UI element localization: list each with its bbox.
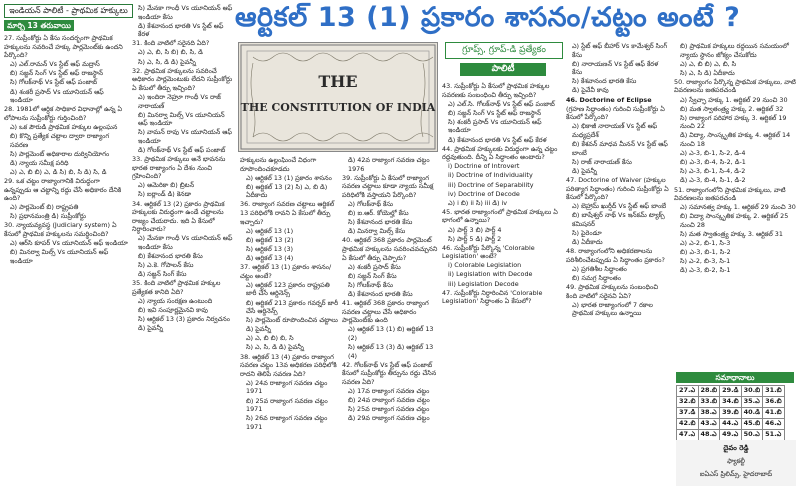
list-item: 38. ఆర్టికల్ 13 (4) ప్రకారం రాజ్యాంగ సవరణ చట్టం 13వ అధికరణ పరిధిలోకి రాదని తెలిపే సవరణ ఏది? [240, 352, 337, 378]
list-item: డి) ఆర్టికల్ 13 (4) [246, 254, 294, 263]
list-item: బి) 24వ రాజ్యాంగ సవరణ చట్టం [348, 396, 430, 405]
list-item: 46. Doctorine of Eclipse [566, 95, 652, 104]
list-item: ఎ) పార్ట్ 3 బి) పార్ట్ 4 [448, 225, 502, 234]
column-4 [342, 156, 438, 486]
list-item: ఎ) ఎ, బి బి) ఎ, డి సి) బి, సి డి) సి, డి [10, 167, 107, 176]
list-item: డి) విద్యా, సాంస్కృతిక హక్కు 4. ఆర్టికల్ 14 నుంచి 18 [680, 131, 791, 149]
column-5 [442, 82, 562, 486]
list-item: సి) ప్రధానమంత్రి డి) సుప్రీంకోర్టు [10, 212, 86, 221]
list-item: బి) సజ్జన్ సింగ్ Vs స్టేట్ ఆఫ్ రాజస్థాన్ [10, 69, 103, 78]
list-item: సి) రాజ్యాంగ పరిహార హక్కు 3. ఆర్టికల్ 19 నుంచి 22 [680, 113, 787, 131]
list-item: సి) కేశవానంద భారతి కేసు [348, 218, 413, 227]
list-item: బి) సజ్జన్ సింగ్ కేసు [348, 271, 397, 280]
list-item: బి) మత స్వాతంత్ర్య హక్కు 2. ఆర్టికల్ 32 [680, 104, 784, 113]
list-item: డి) శంకరీ ప్రసాద్ Vs యూనియన్ ఆఫ్ ఇండియా [10, 87, 104, 105]
list-item: సి) మత స్వాతంత్ర్య హక్కు 3. ఆర్టికల్ 31 [680, 229, 783, 238]
list-item: డి) పైవన్నీ [572, 166, 598, 175]
list-item: డి) కేశవానంద భారతి Vs స్టేట్ ఆఫ్ కేరళ [138, 21, 224, 39]
list-item: సి) వామన్ రావు Vs యూనియన్ ఆఫ్ ఇండియా [138, 128, 232, 145]
list-item: ఎ) సమానత్వ హక్కు 1. ఆర్టికల్ 29 నుంచి 30 [680, 203, 796, 212]
table-row [677, 386, 785, 397]
list-item: డి) మినర్వా మిల్స్ కేసు [348, 227, 406, 236]
list-item: ఎ) ఆర్టికల్ 13 (1) బి) ఆర్టికల్ 13 (2) [348, 325, 434, 342]
date-tag: మార్చి 13 తరువాయి [4, 20, 74, 31]
answer-cell: 36.బి [763, 397, 785, 408]
answers-title: సమాధానాలు [676, 372, 794, 383]
column-7 [674, 42, 796, 370]
list-item: ఎ) ఎ-2, బి-1, సి-3 [680, 239, 731, 248]
list-item: బి) ఆర్టికల్ 213 ప్రకారం గవర్నర్ జారీ చేసే ఆర్డినెన్స్ [246, 298, 339, 316]
list-item: బి) ప్రాథమిక హక్కులు రద్దయిన సమయంలో న్యాయ స్థానం జోక్యం చేసుకోదు [680, 42, 789, 59]
list-item: ఎ) శంకరీ ప్రసాద్ కేసు [348, 262, 401, 271]
list-item: డి) సజ్జన్ సింగ్ కేసు [138, 270, 187, 279]
list-item: ఎ) ఆర్టికల్ 123 ప్రకారం రాష్ట్రపతి జారీ చేసే ఆర్డినెన్స్ [246, 280, 330, 298]
list-item: i) Colorable Legislation [448, 261, 522, 270]
list-item: 47. సుప్రీంకోర్టు నిర్ధారించిన 'Colorable Legislation' సిద్ధాంతం ఏ కేసులో? [442, 288, 543, 306]
list-item: బి) సమగ్ర సిద్ధాంతం [572, 273, 621, 282]
list-item: 40. ఆర్టికల్ 368 ప్రకారం పార్లమెంట్ ప్రాథమిక హక్కులను సవరించవచ్చునని ఏ కేసులో తీర్పు చెప్పారు? [342, 236, 438, 262]
list-item: సి) రాజ్ నారాయణ్ కేసు [572, 157, 632, 166]
list-item: సి) 25వ రాజ్యాంగ సవరణ చట్టం [348, 405, 430, 414]
seal-word-the: THE [318, 72, 358, 91]
answer-cell: 45.బి [741, 419, 763, 430]
answer-cell: 43.ఎ [698, 419, 720, 430]
list-item: 29. ఒక చట్టం రాజ్యాంగానికి విరుద్ధంగా ఉన్నప్పుడు ఆ చట్టాన్ని రద్దు చేసే అధికారం దేనికి ఉంది? [4, 177, 122, 203]
list-item: బి) ఎ-3, బి-4, సి-2, డి-1 [680, 158, 746, 167]
list-item: 48. రాజ్యాంగంలోని అధికరణాలను పరిశీలించేటప్పుడు ఏ సిద్ధాంతం ప్రకారం? [566, 247, 665, 264]
list-item: బి) బాషేశ్వర్ నాథ్ Vs ఇన్‌కమ్ ట్యాక్స్ కమిషనర్ [572, 211, 665, 228]
list-item: ఎ) ఆర్‌సి కూపర్ Vs యూనియన్ ఆఫ్ ఇండియా [10, 239, 128, 248]
list-item: బి) విద్యా సాంస్కృతిక హక్కు 2. ఆర్టికల్ 25 నుంచి 28 [680, 212, 789, 229]
list-item: ఎ) ఎ, బి బి) ఎ, బి, సి [680, 59, 737, 68]
answer-cell: 32.బి [677, 397, 699, 408]
list-item: బి) కేశవానంద భారతి కేసు [138, 252, 203, 261]
page-title: ఆర్టికల్ 13 (1) ప్రకారం శాసనం/చట్టం అంటే ? [235, 2, 741, 33]
list-item: డి) పైవేవీ కావు [572, 86, 609, 95]
list-item: iv) Doctrine of Decode [448, 189, 520, 198]
list-item: 43. సుప్రీంకోర్టు ఏ కేసులో ప్రాథమిక హక్కుల సవరణకు సంబంధించి తీర్పు ఇచ్చింది? [442, 82, 550, 99]
list-item: సి) పార్లమెంట్ అధికారాల దుర్వినియోగం [10, 149, 110, 158]
list-item: ఎ) స్వేచ్ఛా హక్కు 1. ఆర్టికల్ 29 నుంచి 30 [680, 95, 788, 104]
list-item: డి) ఏదీకాదు [572, 238, 603, 247]
constitution-image [238, 42, 438, 152]
list-item: iii) Doctrine of Separability [448, 180, 534, 189]
list-item: సి) గోలక్‌నాథ్ కేసు [348, 280, 393, 289]
answer-cell: 27.ఎ [677, 386, 699, 397]
list-item: 32. ప్రాథమిక హక్కులను సవరించే అధికారం పార్లమెంటుకు లేదని సుప్రీంకోర్టు ఏ కేసులో తీర్పు ఇచ్చింది? [132, 66, 233, 92]
answer-cell: 28.బి [698, 386, 720, 397]
list-item: 42. గోలక్‌నాథ్ Vs స్టేట్ ఆఫ్ పంజాబ్ కేసులో సుప్రీంకోర్టు తీర్పును రద్దు చేసిన సవరణ ఏది? [342, 360, 437, 386]
section-label: ఇండియన్ పాలిటీ - ప్రాథమిక హక్కులు [4, 4, 133, 18]
author-role: ఫ్యాకల్టీ [727, 457, 745, 465]
list-item: హక్కులను ఉల్లంఘించే విధంగా రూపొందించకూడదు [240, 156, 317, 173]
list-item: 30. న్యాయవ్యవస్థ (Judiciary system) ఏ కేసులో ప్రాథమిక హక్కులను సమర్థించింది? [4, 221, 117, 239]
list-item: బి) ఆర్టికల్ 13 (2) [246, 235, 294, 244]
answer-cell: 38.ఎ [698, 408, 720, 419]
answer-cell: 51.ఎ [763, 430, 785, 441]
list-item: సి) కేశవానంద భారతి కేసు [572, 77, 637, 86]
list-item: ఎ) గోలక్‌నాథ్ కేసు [348, 199, 394, 208]
list-item: ఎ) ఎల్.రామన్ Vs స్టేట్ ఆఫ్ మద్రాస్ [10, 60, 100, 69]
list-item: 34. ఆర్టికల్ 13 (2) ప్రకారం ప్రాథమిక హక్కులకు విరుద్ధంగా ఉండే చట్టాలను రాజ్యం చేయరాదు. ఇది ఏ కేసులో నిర్ధారించారు? [132, 199, 225, 234]
answer-cell: 37.డి [677, 408, 699, 419]
list-item: 28. 1981లో ఆర్ధిక సాధికార విధానాల్లో ఉన్న ఏ లోపాలను సుప్రీంకోర్టు గుర్తించింది? [4, 105, 123, 122]
list-item: 50. రాజ్యాంగం పేర్కొన్న ప్రాథమిక హక్కులు, వాటి వివరణలను జతపరచండి [674, 77, 796, 95]
column-1 [4, 34, 128, 486]
list-item: 31. కింది వాటిలో సరైనది ఏది? [132, 39, 210, 48]
answer-cell: 40.డి [741, 408, 763, 419]
list-item: బి) మినర్వా మిల్స్ Vs యూనియన్ ఆఫ్ ఇండియా [138, 110, 225, 128]
list-item: ఎ) ఆర్టికల్ 13 (1) ప్రకారం శాసనం [246, 173, 332, 182]
exam-tag: గ్రూప్స్, గ్రూప్-డి ప్రత్యేకం [445, 42, 563, 59]
list-item: సి) ఎ.కె. గోపాలన్ కేసు [138, 261, 194, 270]
author-place: ఐఏఎస్ ప్రిలిమ్స్, హైదరాబాద్ [699, 470, 773, 478]
list-item: సి) ఎ-2, బి-3, సి-1 [680, 257, 731, 266]
list-item: 37. ఆర్టికల్ 13 (1) ప్రకారం శాసనం/చట్టం అంటే? [240, 263, 332, 280]
list-item: సి) ఆర్టికల్ 13 (3) ప్రకారం నిర్వచనం [138, 315, 230, 324]
constitution-cover-icon [239, 43, 437, 151]
column-2 [132, 4, 236, 486]
list-item: ఎ) 17వ రాజ్యాంగ సవరణ చట్టం [348, 386, 430, 395]
list-item: 44. ప్రాథమిక హక్కులకు విరుద్ధంగా ఉన్న చట్టం రద్దవుతుంది. దీన్ని ఏ సిద్ధాంతం అంటారు? [442, 144, 558, 162]
list-item: బి) ఐ.ఆర్. కోయెల్హో కేసు [348, 209, 409, 218]
list-item: 36. రాజ్యాంగ సవరణ చట్టాలు ఆర్టికల్ 13 పరిధిలోకి రావని ఏ కేసులో తీర్పు ఇచ్చారు? [240, 200, 335, 226]
table-row [677, 430, 785, 441]
author-credit [676, 440, 796, 486]
list-item: సి) ఆర్టికల్ 13 (3) డి) ఆర్టికల్ 13 (4) [348, 342, 434, 360]
list-item: ఎ) ఎ, బి బి) బి, సి [246, 334, 294, 343]
list-item: 49. ప్రాథమిక హక్కులను సంబంధించి కింది వాటిలో సరైనవి ఏవి? [566, 283, 659, 300]
list-item: ii) Legislation with Decode [448, 270, 533, 279]
table-row [677, 408, 785, 419]
list-item: సి) పార్ట్ 5 డి) పార్ట్ 2 [448, 234, 502, 243]
answer-cell: 48.ఎ [698, 430, 720, 441]
list-item: ఎ) అమెరికా బి) బ్రిటన్ [138, 181, 195, 190]
list-item: సి) ఎ-3, బి-1, సి-4, డి-2 [680, 167, 746, 176]
list-item: బి) ఎ-3, బి-1, సి-2 [680, 248, 731, 257]
list-item: బి) కొన్ని ప్రత్యేక చట్టాల ద్వారా రాజ్యాంగ సవరణ [10, 132, 110, 149]
answer-cell: 44.ఎ [720, 419, 742, 430]
list-item: 39. సుప్రీంకోర్టు ఏ కేసులో రాజ్యాంగ సవరణ చట్టాలు కూడా న్యాయ సమీక్ష పరిధిలోకి వస్తాయని పేర్కొంది? [342, 173, 434, 199]
answer-cell: 34.బి [720, 397, 742, 408]
list-item: ఎ) ఇందిరా నెహ్రూ గాంధీ Vs రాజ్ నారాయణ్ [138, 92, 221, 110]
list-item: 41. ఆర్టికల్ 368 ప్రకారం రాజ్యాంగ సవరణ చట్టాలు చేసే అధికారం పార్లమెంట్‌కు ఉంది [342, 299, 429, 325]
list-item: ఎ) మేనకా గాంధీ Vs యూనియన్ ఆఫ్ ఇండియా కేసు [138, 234, 233, 252]
list-item: ఎ) ఆర్టికల్ 13 (1) [246, 226, 294, 235]
list-item: ఎ) పార్లమెంట్ బి) రాష్ట్రపతి [10, 203, 79, 212]
answer-cell: 33.బి [698, 397, 720, 408]
answer-cell: 42.బి [677, 419, 699, 430]
list-item: ii) Doctrine of Individuality [448, 171, 533, 180]
list-item: ఎ) స్టేట్ ఆఫ్ బీహార్ Vs కామేశ్వర్ సింగ్ కేసు [572, 42, 668, 59]
answer-cell: 41.బి [763, 408, 785, 419]
list-item: డి) ఎ-3, బి-2, సి-1 [680, 266, 731, 275]
list-item: 47. Doctorine of Waiver (హక్కుల పరిత్యాగ సిద్ధాంతం) గురించి సుప్రీంకోర్టు ఏ కేసులో పేర్కొంది? [566, 175, 669, 202]
list-item: ఎ) బెహ్రామ్ ఖుర్షీద్ Vs స్టేట్ ఆఫ్ బాంబే [572, 202, 667, 211]
list-item: ఎ) i బి) ii సి) iii డి) iv [448, 198, 508, 207]
list-item: ఎ) 24వ రాజ్యాంగ సవరణ చట్టం 1971 [246, 378, 328, 396]
list-item: బి) మినర్వా మిల్స్ Vs యూనియన్ ఆఫ్ ఇండియా [10, 248, 109, 265]
list-item: డి) పైవన్నీ [246, 325, 272, 334]
answer-cell: 31.బి [763, 386, 785, 397]
list-item: ఎ) ఎ, బి, సి బి) బి, సి, డి [138, 48, 203, 57]
list-item: 35. కింది వాటిలో ప్రాథమిక హక్కుల ప్రత్యేకత కానిది ఏది? [132, 279, 221, 296]
answer-cell: 35.ఎ [741, 397, 763, 408]
answers-table [676, 385, 785, 441]
list-item: iii) Legislation Decode [448, 279, 519, 288]
list-item: (గ్రహణ సిద్ధాంతం) గురించి సుప్రీంకోర్టు ఏ కేసులో పేర్కొంది? [566, 104, 665, 122]
seal-caption: THE CONSTITUTION OF INDIA [240, 101, 436, 114]
list-item: బి) కేశవన్ మాధవ మీనన్ Vs స్టేట్ ఆఫ్ బాంబే [572, 140, 668, 157]
list-item: డి) గోలక్‌నాథ్ Vs స్టేట్ ఆఫ్ పంజాబ్ [138, 146, 226, 154]
list-item: ఎ) ఎల్.సి. గోలక్‌నాథ్ Vs స్టేట్ ఆఫ్ పంజాబ్ [448, 99, 555, 108]
list-item: సి) మేనకా గాంధీ Vs యూనియన్ ఆఫ్ ఇండియా కేసు [138, 4, 233, 21]
answer-cell: 29.డి [720, 386, 742, 397]
list-item: ఎ) భికాజీ నారాయణ్ Vs స్టేట్ ఆఫ్ మధ్యప్రదేశ్ [572, 122, 658, 139]
list-item: ఎ) ఒక పౌరుడి ప్రాథమిక హక్కుల ఉల్లంఘన [10, 122, 118, 131]
list-item: సి) ఎ, సి, డి డి) పైవన్నీ [138, 57, 196, 66]
list-item: సి) 26వ రాజ్యాంగ సవరణ చట్టం 1971 [246, 414, 328, 431]
list-item: i) Doctrine of Introvert [448, 162, 520, 171]
list-item: డి) న్యాయ సమీక్ష పరిధి [10, 158, 69, 167]
list-item: డి) పైవన్నీ [138, 324, 164, 333]
list-item: 46. సుప్రీంకోర్టు పేర్కొన్న 'Colorable Legislation' అంటే? [442, 243, 535, 261]
list-item: సి) ఐర్లాండ్ డి) కెనడా [138, 190, 192, 199]
list-item: సి) గోలక్‌నాథ్ Vs స్టేట్ ఆఫ్ పంజాబ్ [10, 78, 98, 87]
answer-cell: 39.బి [720, 408, 742, 419]
table-row [677, 397, 785, 408]
subject-tag: పాలిటీ [460, 63, 546, 76]
list-item: డి) 42వ రాజ్యాంగ సవరణ చట్టం 1976 [348, 156, 430, 173]
list-item: బి) సజ్జన్ సింగ్ Vs స్టేట్ ఆఫ్ రాజస్థాన్ [448, 108, 541, 117]
list-item: ఎ) భారత రాజ్యాంగంలో 7 రకాల ప్రాథమిక హక్కులు ఉన్నాయి [572, 300, 653, 318]
list-item: ఎ) ఎ-3, బి-1, సి-2, డి-4 [680, 149, 746, 158]
list-item: బి) నారాయణన్ Vs స్టేట్ ఆఫ్ కేరళ కేసు [572, 59, 659, 77]
list-item: 45. భారత రాజ్యాంగంలో ప్రాథమిక హక్కులు ఏ భాగంలో ఉన్నాయి? [442, 207, 558, 225]
list-item: డి) 29వ రాజ్యాంగ సవరణ చట్టం [348, 414, 430, 423]
table-row [677, 419, 785, 430]
list-item: 33. ప్రాథమిక హక్కులు అనే భావనను భారత రాజ్యాంగం ఏ దేశం నుంచి గ్రహించింది? [132, 155, 226, 181]
list-item: సి) ఎ, సి డి) ఏదీకాదు [680, 68, 735, 77]
answers-box [676, 372, 796, 441]
author-name: దైవం రెడ్డి [723, 444, 749, 452]
list-item: సి) పైరెండూ [572, 228, 602, 237]
column-3 [240, 156, 340, 486]
list-item: సి) పార్లమెంట్ రూపొందించిన చట్టాలు [246, 316, 338, 325]
list-item: సి) శంకరీ ప్రసాద్ Vs యూనియన్ ఆఫ్ ఇండియా [448, 117, 542, 135]
answer-cell: 30.బి [741, 386, 763, 397]
list-item: సి) ఆర్టికల్ 13 (3) [246, 244, 294, 253]
list-item: ఎ) న్యాయ సంరక్షణ ఉంటుంది [138, 297, 213, 306]
list-item: బి) ఇవి సంపూర్ణమైనవి కావు [138, 306, 208, 315]
answer-cell: 50.ఎ [741, 430, 763, 441]
list-item: 27. సుప్రీంకోర్టు ఏ కేసు సందర్భంగా ప్రాథమిక హక్కులను సవరించే హక్కు పార్లమెంట్‌కు ఉందని పేర్కొంది? [4, 34, 123, 60]
list-item: డి) కేశవానంద భారతి కేసు [348, 289, 413, 298]
list-item: ఎ) ప్రగతిశీల సిద్ధాంతం [572, 264, 627, 273]
answer-cell: 49.ఎ [720, 430, 742, 441]
list-item: సి) ఎ, సి, డి డి) పైవన్నీ [246, 343, 304, 352]
list-item: డి) కేశవానంద భారతి Vs స్టేట్ ఆఫ్ కేరళ [448, 135, 547, 144]
list-item: డి) ఎ-3, బి-4, సి-1, డి-2 [680, 176, 746, 185]
answer-cell: 46.ఎ [763, 419, 785, 430]
list-item: బి) ఆర్టికల్ 13 (2) సి) ఎ, బి డి) ఏదీకాదు [246, 182, 328, 200]
list-item: 51. రాజ్యాంగంలోని ప్రాథమిక హక్కులు, వాటి వివరణలను జతపరచండి [674, 185, 786, 203]
column-6 [566, 42, 670, 486]
answer-cell: 47.ఎ [677, 430, 699, 441]
list-item: బి) 25వ రాజ్యాంగ సవరణ చట్టం 1971 [246, 396, 328, 414]
